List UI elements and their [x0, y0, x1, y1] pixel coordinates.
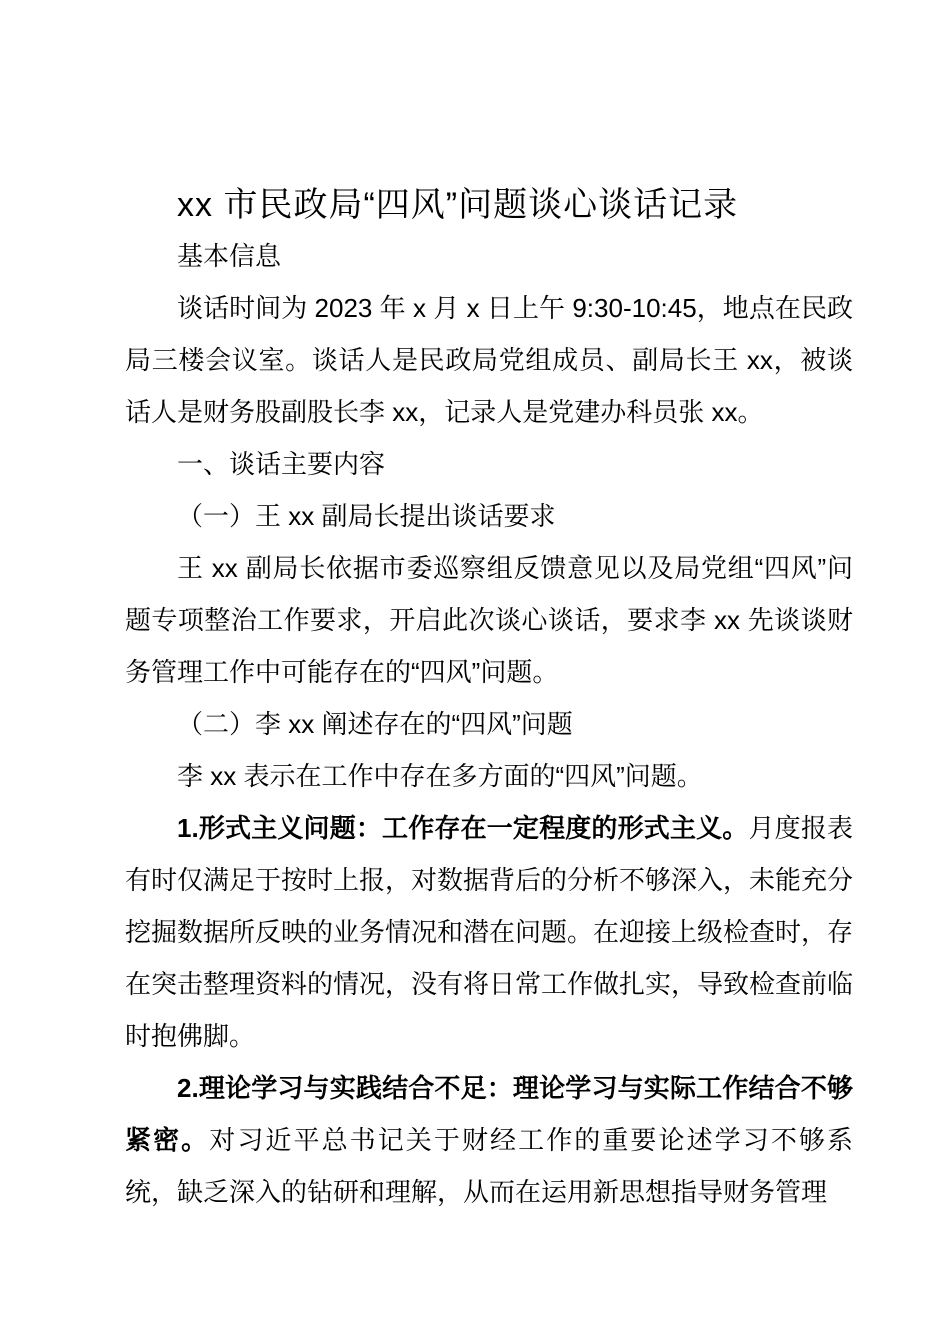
- paragraph-theory-lead: 2.理论学习与实践结合不足：理论学习与实际工作结合不够紧密。: [125, 1073, 853, 1155]
- document-title: xx 市民政局“四风”问题谈心谈话记录: [177, 186, 739, 224]
- paragraph-basic-info: 谈话时间为 2023 年 x 月 x 日上午 9:30-10:45，地点在民政局三楼会议室。谈话人是民政局党组成员、副局长王 xx，被谈话人是财务股副股长李 xx，记录人是党建办科员张 xx。: [125, 293, 853, 427]
- paragraph-formalism-text: 月度报表有时仅满足于按时上报，对数据背后的分析不够深入，未能充分挖掘数据所反映的业务情况和潜在问题。在迎接上级检查时，存在突击整理资料的情况，没有将日常工作做扎实，导致检查前临时抱佛脚。: [125, 813, 854, 1051]
- heading-main-content: 一、谈话主要内容: [177, 449, 386, 479]
- section-heading-basic-info: 基本信息: [177, 241, 282, 271]
- paragraph-formalism-lead: 1.形式主义问题：工作存在一定程度的形式主义。: [177, 813, 749, 843]
- paragraph-li-statement: 李 xx 表示在工作中存在多方面的“四风”问题。: [177, 761, 703, 791]
- paragraph-wang-requirements: 王 xx 副局长依据市委巡察组反馈意见以及局党组“四风”问题专项整治工作要求，开启此次谈心谈话，要求李 xx 先谈谈财务管理工作中可能存在的“四风”问题。: [125, 553, 853, 687]
- paragraph-formalism-issue: [125, 802, 853, 1062]
- subheading-wang-requirements: （一）王 xx 副局长提出谈话要求: [177, 501, 556, 531]
- subheading-li-statement: （二）李 xx 阐述存在的“四风”问题: [177, 709, 573, 739]
- document-content: [125, 182, 853, 1218]
- paragraph-theory-issue: [125, 1062, 853, 1218]
- paragraph-theory-text: 对习近平总书记关于财经工作的重要论述学习不够系统，缺乏深入的钻研和理解，从而在运用新思想指导财务管理: [125, 1125, 853, 1207]
